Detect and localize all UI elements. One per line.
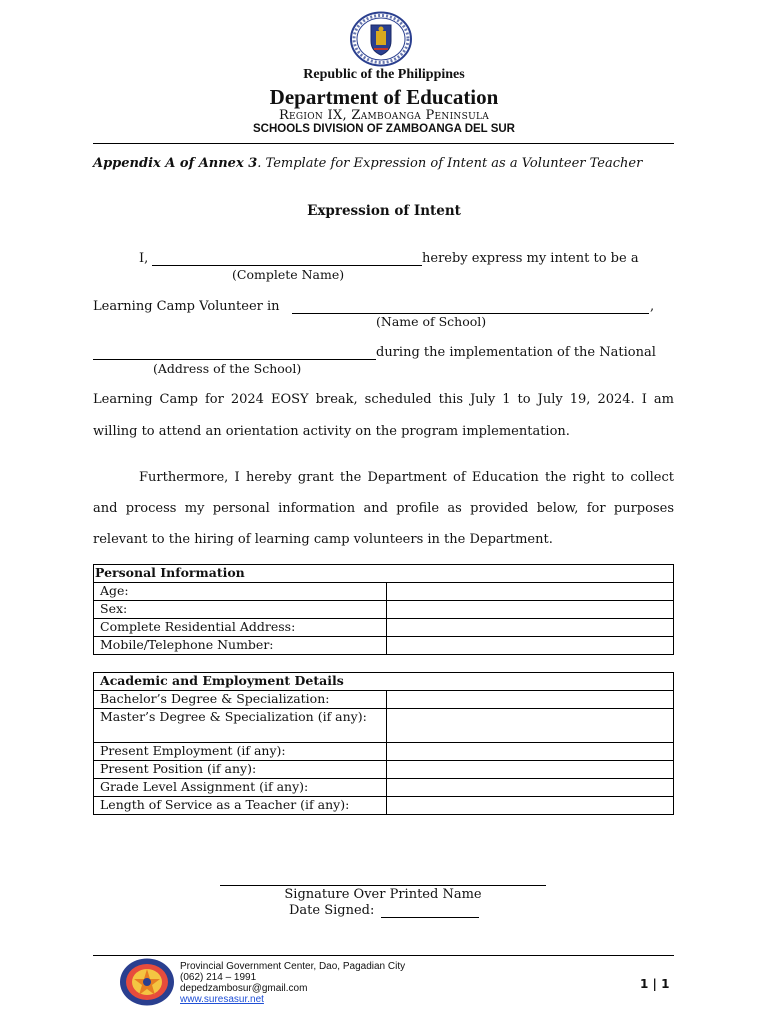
academic-table [93, 672, 674, 815]
intent-line-4: Learning Camp for 2024 EOSY break, scheduled this July 1 to July 19, 2024. I am [93, 392, 674, 407]
table-row [94, 565, 674, 583]
school-comma: , [650, 299, 655, 314]
school-address-caption: (Address of the School) [153, 361, 302, 376]
present-employment-field[interactable] [387, 743, 674, 761]
grade-level-field[interactable] [387, 779, 674, 797]
table-row [94, 797, 674, 815]
department-heading: Department of Education [269, 85, 499, 109]
footer-divider [93, 955, 674, 956]
signature-line[interactable] [220, 885, 546, 886]
masters-label: Master’s Degree & Specialization (if any): [94, 709, 387, 743]
grade-level-label: Grade Level Assignment (if any): [94, 779, 387, 797]
republic-heading: Republic of the Philippines [303, 67, 465, 82]
table-row [94, 583, 674, 601]
personal-info-table [93, 564, 674, 655]
sex-label: Sex: [94, 601, 387, 619]
age-label: Age: [94, 583, 387, 601]
footer-phone: (062) 214 – 1991 [180, 972, 257, 983]
camp-prefix: Learning Camp Volunteer in [93, 299, 280, 314]
table-row [94, 637, 674, 655]
footer-email[interactable]: depedzambosur@gmail.com [180, 983, 308, 994]
signature-label: Signature Over Printed Name [284, 887, 482, 902]
sex-field[interactable] [387, 601, 674, 619]
phone-label: Mobile/Telephone Number: [94, 637, 387, 655]
intent-prefix: I, [139, 251, 149, 266]
bachelors-field[interactable] [387, 691, 674, 709]
school-address-line[interactable] [93, 359, 376, 360]
appendix-rest: . Template for Expression of Intent as a Volunteer Teacher [257, 156, 643, 171]
table-row [94, 743, 674, 761]
division-heading: SCHOOLS DIVISION OF ZAMBOANGA DEL SUR [253, 123, 515, 135]
present-employment-label: Present Employment (if any): [94, 743, 387, 761]
date-signed-label: Date Signed: [289, 903, 375, 918]
division-seal-icon [118, 957, 176, 1007]
appendix-line [93, 156, 693, 171]
table-row [94, 761, 674, 779]
intent-suffix: hereby express my intent to be a [422, 251, 639, 266]
table-row [94, 673, 674, 691]
footer-address: Provincial Government Center, Dao, Pagadian City [180, 961, 406, 972]
appendix-bold: Appendix A of Annex 3 [93, 156, 258, 171]
footer-website-link[interactable]: www.suresasur.net [180, 994, 264, 1005]
age-field[interactable] [387, 583, 674, 601]
residential-address-field[interactable] [387, 619, 674, 637]
table-row [94, 779, 674, 797]
address-suffix: during the implementation of the National [376, 345, 656, 360]
phone-field[interactable] [387, 637, 674, 655]
page-number: 1 | 1 [640, 977, 670, 991]
consent-line-2: and process my personal information and profile as provided below, for purposes [93, 501, 674, 516]
table-row [94, 691, 674, 709]
residential-address-label: Complete Residential Address: [94, 619, 387, 637]
date-signed-line[interactable] [381, 917, 479, 918]
present-position-label: Present Position (if any): [94, 761, 387, 779]
length-of-service-field[interactable] [387, 797, 674, 815]
table-row [94, 709, 674, 743]
present-position-field[interactable] [387, 761, 674, 779]
consent-line-1: Furthermore, I hereby grant the Department of Education the right to collect [139, 470, 674, 485]
bachelors-label: Bachelor’s Degree & Specialization: [94, 691, 387, 709]
complete-name-line[interactable] [152, 265, 422, 266]
school-name-caption: (Name of School) [376, 314, 487, 329]
table-row [94, 619, 674, 637]
complete-name-caption: (Complete Name) [232, 267, 345, 282]
table-row [94, 601, 674, 619]
length-of-service-label: Length of Service as a Teacher (if any): [94, 797, 387, 815]
masters-field[interactable] [387, 709, 674, 743]
deped-seal-icon [349, 11, 413, 67]
intent-line-5: willing to attend an orientation activity on the program implementation. [93, 424, 570, 439]
region-heading: Region IX, Zamboanga Peninsula [278, 108, 490, 123]
header-divider [93, 143, 674, 144]
personal-info-heading: Personal Information [94, 565, 674, 583]
consent-line-3: relevant to the hiring of learning camp volunteers in the Department. [93, 532, 553, 547]
document-title: Expression of Intent [307, 203, 461, 219]
academic-heading: Academic and Employment Details [94, 673, 674, 691]
